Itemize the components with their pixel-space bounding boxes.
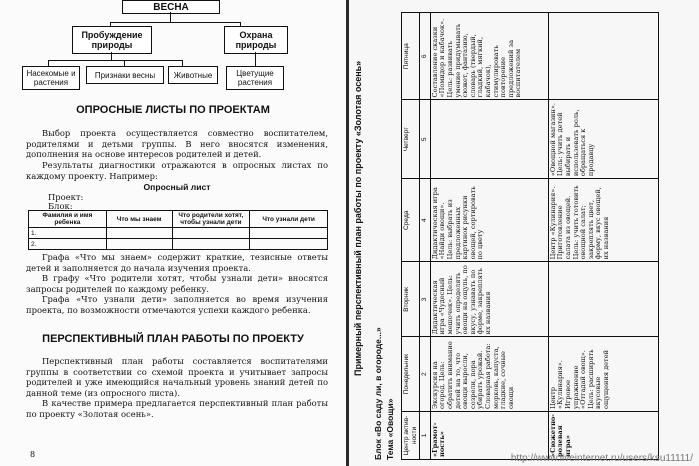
- watermark-link[interactable]: http://www.liveinternet.ru/users/ksu11111/: [510, 453, 693, 464]
- diagram-bottom-box: Цветущие растения: [226, 66, 284, 90]
- table-cell: Дидактическая игра «Чудесный мешочек». Цель: учить определять овощи на ощупь, по вкусу, узнавать по форме, закреплять их названия: [430, 262, 548, 337]
- table-cell: Экскурсия на огород. Цель: обратить внимание детей на то, что овощи выросли, созрели, пора убирать урожай. Словарная работа: морковь, капуста, гладкие, сочные овощи: [430, 337, 548, 412]
- diagram-top-box: ВЕСНА: [122, 0, 220, 14]
- table-cell: «Сюжетно-ролевая игра»: [548, 411, 658, 459]
- form-project-label: Проект:: [48, 192, 84, 202]
- diagram-connector: [110, 22, 240, 23]
- rotated-plan: [349, 0, 699, 466]
- table-header: Пятница: [402, 13, 420, 100]
- right-page: [349, 0, 699, 466]
- paragraph: Перспективный план работы составляется воспитателями группы в соответствии со схемой проекта и учитывает запросы родителей и уже имеющийся начальный уровень знаний детей по данной теме (из опросного листа).: [26, 356, 328, 398]
- diagram-connector: [170, 12, 171, 22]
- table-header: Среда: [402, 179, 420, 262]
- paragraph: Выбор проекта осуществляется совместно воспитателем, родителями и детьми группы. В него вносятся изменения, дополнения на основе интересов родителей и детей.: [26, 128, 328, 159]
- section-title: ПЕРСПЕКТИВНЫЙ ПЛАН РАБОТЫ ПО ПРОЕКТУ: [42, 333, 304, 345]
- column-number: 6: [420, 13, 431, 100]
- plan-table: [401, 12, 659, 460]
- paragraph: Графа «Что мы знаем» содержит краткие, тезисные ответы детей и заполняется до начала изучения проекта.: [26, 252, 328, 273]
- plan-theme: Тема «Овощи»: [385, 398, 395, 460]
- paragraph: В графу «Что родители хотят, чтобы узнали дети» вносятся запросы родителей по каждому ребенку.: [26, 273, 328, 294]
- table-header: Вторник: [402, 262, 420, 337]
- table-cell: Центр «Кулинария». Приготовление салата из овощей. Цель: учить готовить овощной салат; закреплять цвет, форму, вкус овощей, их названия: [548, 179, 658, 262]
- diagram-bottom-box: Насекомые и растения: [22, 66, 80, 90]
- column-number: 5: [420, 100, 431, 179]
- table-header: Что узнали дети: [250, 211, 328, 228]
- table-cell: Составление сказки «Помидор и кабачок». Цель: развивать умение придумывать сюжет, фантазию, словарь (твердый, гладкий, мягкий, кабачок), стимулировать повторение предложений за воспитателем: [430, 13, 548, 100]
- left-page: [0, 0, 346, 466]
- form-title: Опросный лист: [143, 182, 211, 192]
- table-cell: «Овощной магазин». Цель: учить детей выбирать и использовать роль, обращаться к продавцу: [548, 100, 658, 179]
- table-cell: Центр «Кулинария». Игровое упражнение «Отгадай овощ». Цель: расширять вкусовые ощущения детей: [548, 337, 658, 412]
- table-cell: 1.: [29, 228, 107, 239]
- column-number: 4: [420, 179, 431, 262]
- table-header: Фамилия и имя ребенка: [29, 211, 107, 228]
- table-header: Понедельник: [402, 337, 420, 412]
- questionnaire-table: [28, 210, 328, 250]
- table-header: Центр актив-ности: [402, 411, 420, 459]
- diagram-connector: [111, 52, 112, 60]
- form-block-label: Блок:: [48, 201, 73, 211]
- column-number: 2: [420, 337, 431, 412]
- table-cell: Дидактическая игра «Найди овощи». Цель: выбрать из предложенных картинок рисунки овощей, сортировать по цвету: [430, 179, 548, 262]
- paragraph: В качестве примера предлагается перспективный план работы по проекту «Золотая осень».: [26, 398, 328, 419]
- page-number: 8: [30, 450, 36, 459]
- diagram-connector: [255, 52, 256, 66]
- paragraph: Результаты диагностики отражаются в опросных листах по каждому проекту. Например:: [26, 160, 328, 181]
- diagram-mid-left-box: Пробуждение природы: [72, 26, 152, 54]
- diagram-bottom-box: Животные: [168, 66, 218, 84]
- table-cell: «Грамот-ность»: [430, 411, 548, 459]
- diagram-connector: [48, 60, 182, 61]
- diagram-mid-right-box: Охрана природы: [224, 26, 288, 54]
- plan-block: Блок «Во саду ли, в огороде...»: [373, 327, 383, 460]
- table-cell: [548, 13, 658, 100]
- paragraph: Графа «Что узнали дети» заполняется во время изучения проекта, по возможности отмечаются успехи каждого ребенка.: [26, 294, 328, 315]
- diagram-bottom-box: Признаки весны: [86, 66, 164, 84]
- table-header: Четверг: [402, 100, 420, 179]
- table-cell: 2.: [29, 239, 107, 250]
- table-cell: [548, 262, 658, 337]
- plan-title: Примерный перспективный план работы по проекту «Золотая осень»: [353, 60, 363, 376]
- column-number: 1: [420, 411, 431, 459]
- table-cell: [430, 100, 548, 179]
- table-header: Что родители хотят, чтобы узнали дети: [172, 211, 250, 228]
- section-title: ОПРОСНЫЕ ЛИСТЫ ПО ПРОЕКТАМ: [76, 104, 270, 116]
- column-number: 3: [420, 262, 431, 337]
- table-header: Что мы знаем: [106, 211, 172, 228]
